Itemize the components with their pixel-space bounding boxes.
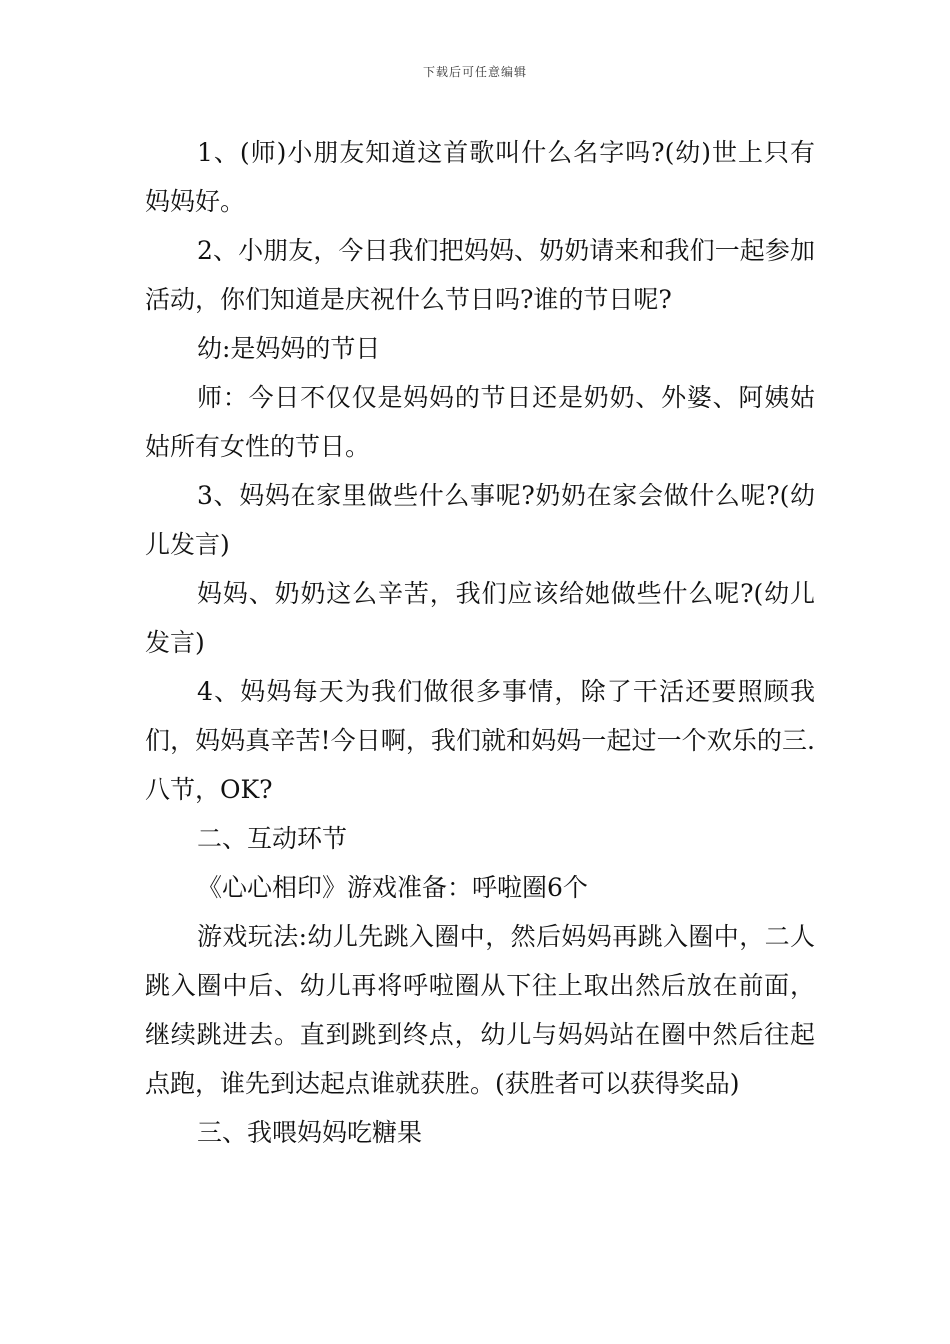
page-header: 下载后可任意编辑 — [422, 65, 527, 79]
paragraph-game-prep: 《心心相印》游戏准备：呼啦圈6个 — [197, 873, 588, 902]
section-heading-interaction: 二、互动环节 — [197, 824, 348, 853]
paragraph-5: 3、妈妈在家里做些什么事呢?奶奶在家会做什么呢?(幼儿发言) — [145, 481, 815, 559]
document-body — [145, 128, 815, 1157]
paragraph-6: 妈妈、奶奶这么辛苦，我们应该给她做些什么呢?(幼儿发言) — [145, 579, 815, 657]
paragraph-3: 幼:是妈妈的节日 — [197, 334, 381, 363]
section-heading-candy: 三、我喂妈妈吃糖果 — [197, 1118, 423, 1147]
paragraph-4: 师：今日不仅仅是妈妈的节日还是奶奶、外婆、阿姨姑姑所有女性的节日。 — [145, 383, 815, 461]
paragraph-game-rules: 游戏玩法:幼儿先跳入圈中，然后妈妈再跳入圈中，二人跳入圈中后、幼儿再将呼啦圈从下往上取出然后放在前面，继续跳进去。直到跳到终点，幼儿与妈妈站在圈中然后往起点跑，谁先到达起点谁就获胜。(获胜者可以获得奖品) — [145, 922, 815, 1098]
paragraph-7: 4、妈妈每天为我们做很多事情，除了干活还要照顾我们，妈妈真辛苦!今日啊，我们就和妈妈一起过一个欢乐的三.八节，OK? — [145, 677, 815, 804]
paragraph-2: 2、小朋友，今日我们把妈妈、奶奶请来和我们一起参加活动，你们知道是庆祝什么节日吗?谁的节日呢? — [145, 236, 815, 314]
paragraph-1: 1、(师)小朋友知道这首歌叫什么名字吗?(幼)世上只有妈妈好。 — [145, 138, 815, 216]
